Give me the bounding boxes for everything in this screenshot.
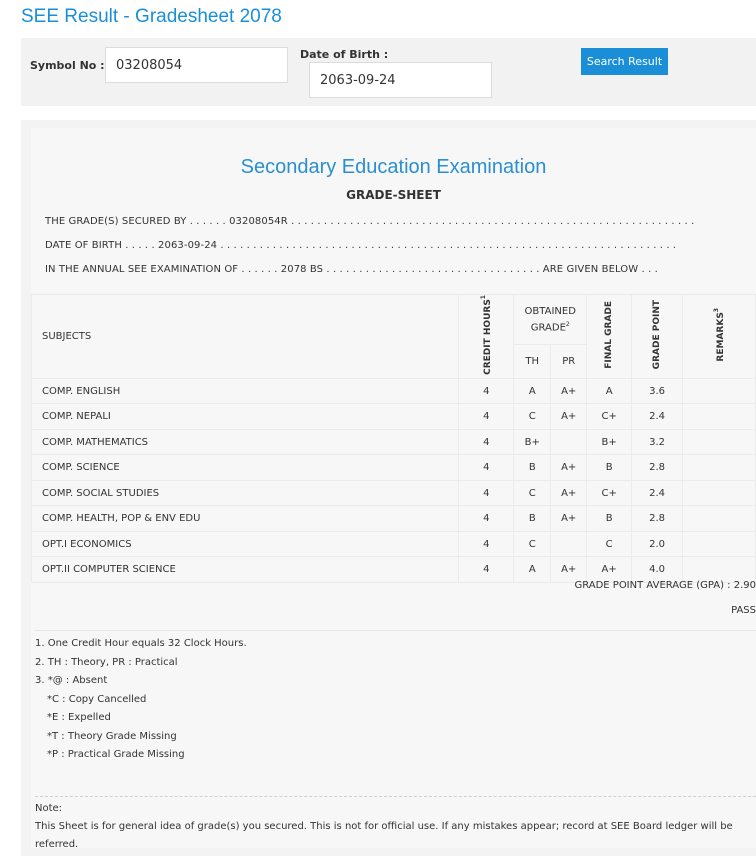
symbol-label: Symbol No : — [30, 59, 105, 72]
footnotes — [35, 630, 756, 765]
practical-grade-cell: A+ — [551, 378, 587, 404]
credit-hours-cell: 4 — [459, 429, 514, 455]
subject-cell: COMP. SOCIAL STUDIES — [32, 480, 459, 506]
practical-grade-cell: A+ — [551, 480, 587, 506]
page-title: SEE Result - Gradesheet 2078 — [21, 6, 282, 27]
remarks-cell — [683, 455, 756, 481]
credit-hours-cell: 4 — [459, 455, 514, 481]
th-header: TH — [514, 344, 551, 378]
remarks-cell — [683, 531, 756, 557]
theory-grade-cell: A — [514, 378, 551, 404]
practical-grade-cell — [551, 429, 587, 455]
grade-point-cell: 3.2 — [632, 429, 683, 455]
practical-grade-cell: A+ — [551, 506, 587, 532]
credit-hours-cell: 4 — [459, 557, 514, 583]
practical-grade-cell — [551, 531, 587, 557]
search-panel — [21, 38, 756, 106]
gpa-text: GRADE POINT AVERAGE (GPA) : 2.90 — [574, 580, 756, 591]
final-grade-cell: B — [587, 455, 632, 481]
footnote-item: *T : Theory Grade Missing — [47, 730, 177, 742]
exam-title: Secondary Education Examination — [240, 156, 547, 178]
remarks-cell — [683, 404, 756, 430]
remarks-header: REMARKS$^3$ — [683, 295, 756, 379]
table-row — [32, 404, 756, 430]
table-row — [32, 480, 756, 506]
subject-cell: OPT.II COMPUTER SCIENCE — [32, 557, 459, 583]
subject-cell: COMP. MATHEMATICS — [32, 429, 459, 455]
grade-point-cell: 2.8 — [632, 455, 683, 481]
remarks-cell — [683, 506, 756, 532]
footnote-item: *P : Practical Grade Missing — [47, 749, 185, 760]
credit-hours-cell: 4 — [459, 378, 514, 404]
info-exam: IN THE ANNUAL SEE EXAMINATION OF . . . . . . 2078 BS . . . . . . . . . . . . . . . . . . . . . . . . . . . . . . . . . ARE GIVEN BELOW . . . — [45, 264, 658, 275]
remarks-cell — [683, 429, 756, 455]
footnote-item: 2. TH : Theory, PR : Practical — [35, 656, 178, 668]
footnote-item: 3. *@ : Absent — [35, 675, 108, 686]
info-grade-secured: THE GRADE(S) SECURED BY . . . . . . 03208054R . . . . . . . . . . . . . . . . . . . . . . . . . . . . . . . . . . . . . . . . . . . . . . . . . . . . . . . . . . . . . . — [45, 216, 695, 227]
footnote-item: *E : Expelled — [47, 712, 111, 723]
footnote-item: *C : Copy Cancelled — [47, 693, 147, 705]
grade-table-body — [32, 378, 756, 582]
grade-point-cell: 2.8 — [632, 506, 683, 532]
pr-header: PR — [551, 344, 587, 378]
footnote-item: 1. One Credit Hour equals 32 Clock Hours. — [35, 638, 247, 649]
note-label: Note: — [35, 803, 63, 814]
grade-point-header: GRADE POINT — [632, 295, 683, 379]
gradesheet-panel — [21, 120, 756, 856]
obtained-grade-header: OBTAINED GRADE$^2$ — [514, 295, 587, 345]
final-grade-cell: C+ — [587, 404, 632, 430]
practical-grade-cell: A+ — [551, 404, 587, 430]
grade-point-cell: 2.0 — [632, 531, 683, 557]
note-text: This Sheet is for general idea of grade(s) you secured. This is not for official use. If any mistakes appear; record at SEE Board ledger will be referred. — [35, 821, 733, 850]
search-result-button[interactable]: Search Result — [581, 48, 668, 75]
grade-table-wrapper — [31, 294, 756, 583]
final-grade-cell: B — [587, 506, 632, 532]
theory-grade-cell: B+ — [514, 429, 551, 455]
grade-point-cell: 2.4 — [632, 404, 683, 430]
subject-cell: COMP. HEALTH, POP & ENV EDU — [32, 506, 459, 532]
theory-grade-cell: A — [514, 557, 551, 583]
subject-cell: COMP. NEPALI — [32, 404, 459, 430]
credit-hours-cell: 4 — [459, 404, 514, 430]
remarks-cell — [683, 557, 756, 583]
grade-table — [31, 294, 756, 583]
credit-hours-cell: 4 — [459, 531, 514, 557]
disclaimer — [35, 796, 756, 854]
grade-point-cell: 3.6 — [632, 378, 683, 404]
theory-grade-cell: C — [514, 480, 551, 506]
info-dob: DATE OF BIRTH . . . . . 2063-09-24 . . . . . . . . . . . . . . . . . . . . . . . . . . . . . . . . . . . . . . . . . . . . . . . . . . . . . . . . . . . . . . . . . . . . . . — [45, 240, 677, 251]
symbol-input[interactable] — [105, 47, 288, 83]
table-row — [32, 531, 756, 557]
theory-grade-cell: C — [514, 531, 551, 557]
theory-grade-cell: C — [514, 404, 551, 430]
table-row — [32, 557, 756, 583]
gradesheet-title: GRADE-SHEET — [346, 188, 441, 202]
final-grade-header: FINAL GRADE — [587, 295, 632, 379]
theory-grade-cell: B — [514, 455, 551, 481]
final-grade-cell: B+ — [587, 429, 632, 455]
dob-input[interactable] — [309, 62, 492, 98]
subject-cell: OPT.I ECONOMICS — [32, 531, 459, 557]
remarks-cell — [683, 378, 756, 404]
table-row — [32, 455, 756, 481]
table-row — [32, 378, 756, 404]
theory-grade-cell: B — [514, 506, 551, 532]
credit-hours-cell: 4 — [459, 480, 514, 506]
final-grade-cell: A+ — [587, 557, 632, 583]
final-grade-cell: C+ — [587, 480, 632, 506]
grade-point-cell: 2.4 — [632, 480, 683, 506]
result-status: PASS — [731, 605, 756, 616]
remarks-cell — [683, 480, 756, 506]
practical-grade-cell: A+ — [551, 557, 587, 583]
subject-cell: COMP. ENGLISH — [32, 378, 459, 404]
subjects-header: SUBJECTS — [32, 295, 459, 379]
practical-grade-cell: A+ — [551, 455, 587, 481]
credit-hours-cell: 4 — [459, 506, 514, 532]
gradesheet-card — [31, 128, 756, 848]
grade-point-cell: 4.0 — [632, 557, 683, 583]
subject-cell: COMP. SCIENCE — [32, 455, 459, 481]
table-row — [32, 429, 756, 455]
final-grade-cell: A — [587, 378, 632, 404]
dob-label: Date of Birth : — [300, 48, 389, 61]
credit-hours-header: CREDIT HOURS$^1$ — [459, 295, 514, 379]
table-row — [32, 506, 756, 532]
final-grade-cell: C — [587, 531, 632, 557]
